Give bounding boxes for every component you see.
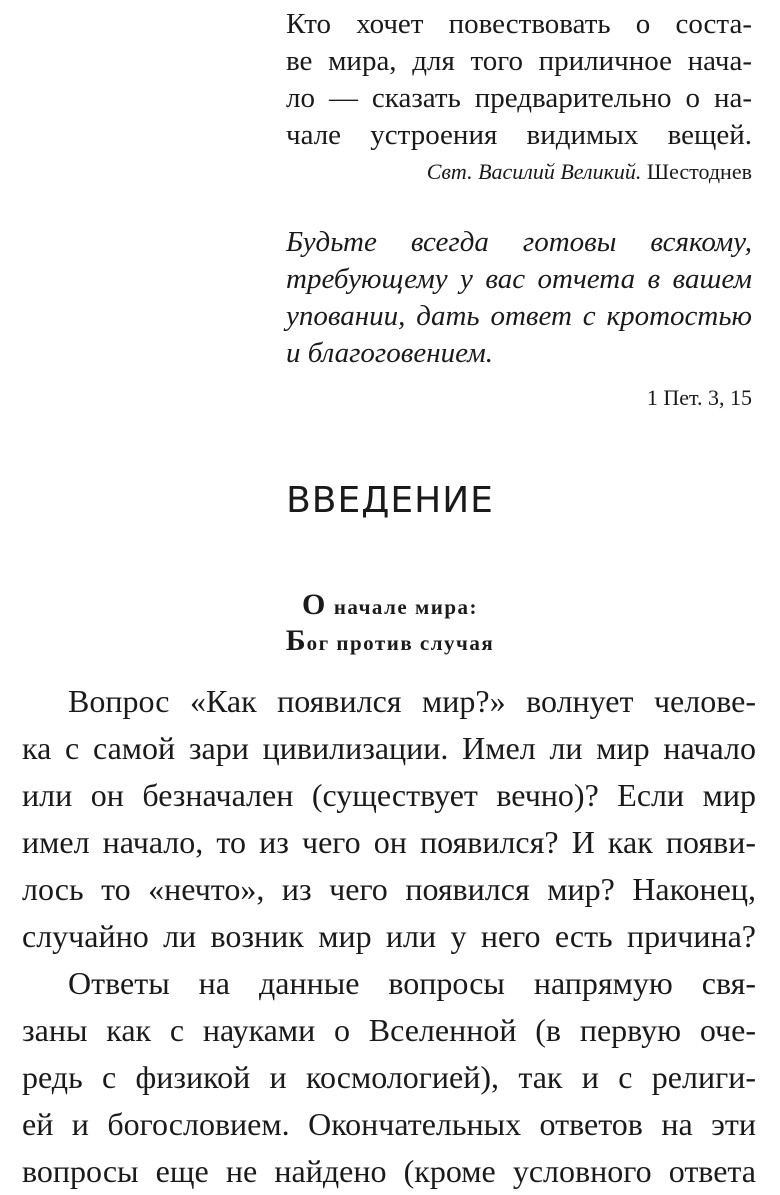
subheading-line-1: О начале мира: [301, 588, 479, 621]
body-line: ка с самой зари цивилизации. Имел ли мир начало [22, 730, 756, 766]
body-line: или он безначален (существует вечно)? Если мир [22, 777, 756, 813]
epigraph-basil [286, 6, 752, 186]
body-text [22, 678, 756, 1195]
body-line: лось то «нечто», из чего появился мир? Наконец, [22, 871, 756, 907]
attribution-work: Шестоднев [646, 159, 752, 184]
epigraph-line: уповании, дать ответ с кротостью [286, 300, 752, 332]
section-heading: ВВЕДЕНИЕ [286, 480, 494, 521]
body-line: заны как с науками о Вселенной (в первую оче- [22, 1012, 756, 1048]
epigraph-attribution [286, 158, 752, 186]
chapter-subheading [0, 588, 780, 660]
subheading-line-2: Бог против случая [285, 624, 495, 657]
epigraph-line: Кто хочет повествовать о соста- [286, 8, 752, 40]
body-line: вопросы еще не найдено (кроме условного ответа [22, 1153, 756, 1189]
epigraph-line: Будьте всегда готовы всякому, [286, 226, 752, 258]
body-line: Вопрос «Как появился мир?» волнует челове- [68, 683, 756, 719]
epigraph-peter [286, 224, 752, 412]
body-line: Ответы на данные вопросы напрямую свя- [68, 965, 756, 1001]
epigraph-line: требующему у вас отчета в вашем [286, 263, 752, 295]
body-line: имел начало, то из чего он появился? И как появи- [22, 824, 756, 860]
epigraph-line: и благоговением. [286, 337, 493, 369]
body-line: ей и богословием. Окончательных ответов на эти [22, 1106, 756, 1142]
epigraph-attribution: 1 Пет. 3, 15 [646, 385, 752, 410]
body-line: случайно ли возник мир или у него есть причина? [22, 918, 756, 954]
body-line: редь с физикой и космологией), так и с религи- [22, 1059, 756, 1095]
epigraph-line: чале устроения видимых вещей. [286, 119, 752, 151]
attribution-author: Свт. Василий Великий. [426, 159, 642, 184]
epigraph-line: ло — сказать предварительно о на- [286, 82, 752, 114]
epigraph-line: ве мира, для того приличное нача- [286, 45, 752, 77]
